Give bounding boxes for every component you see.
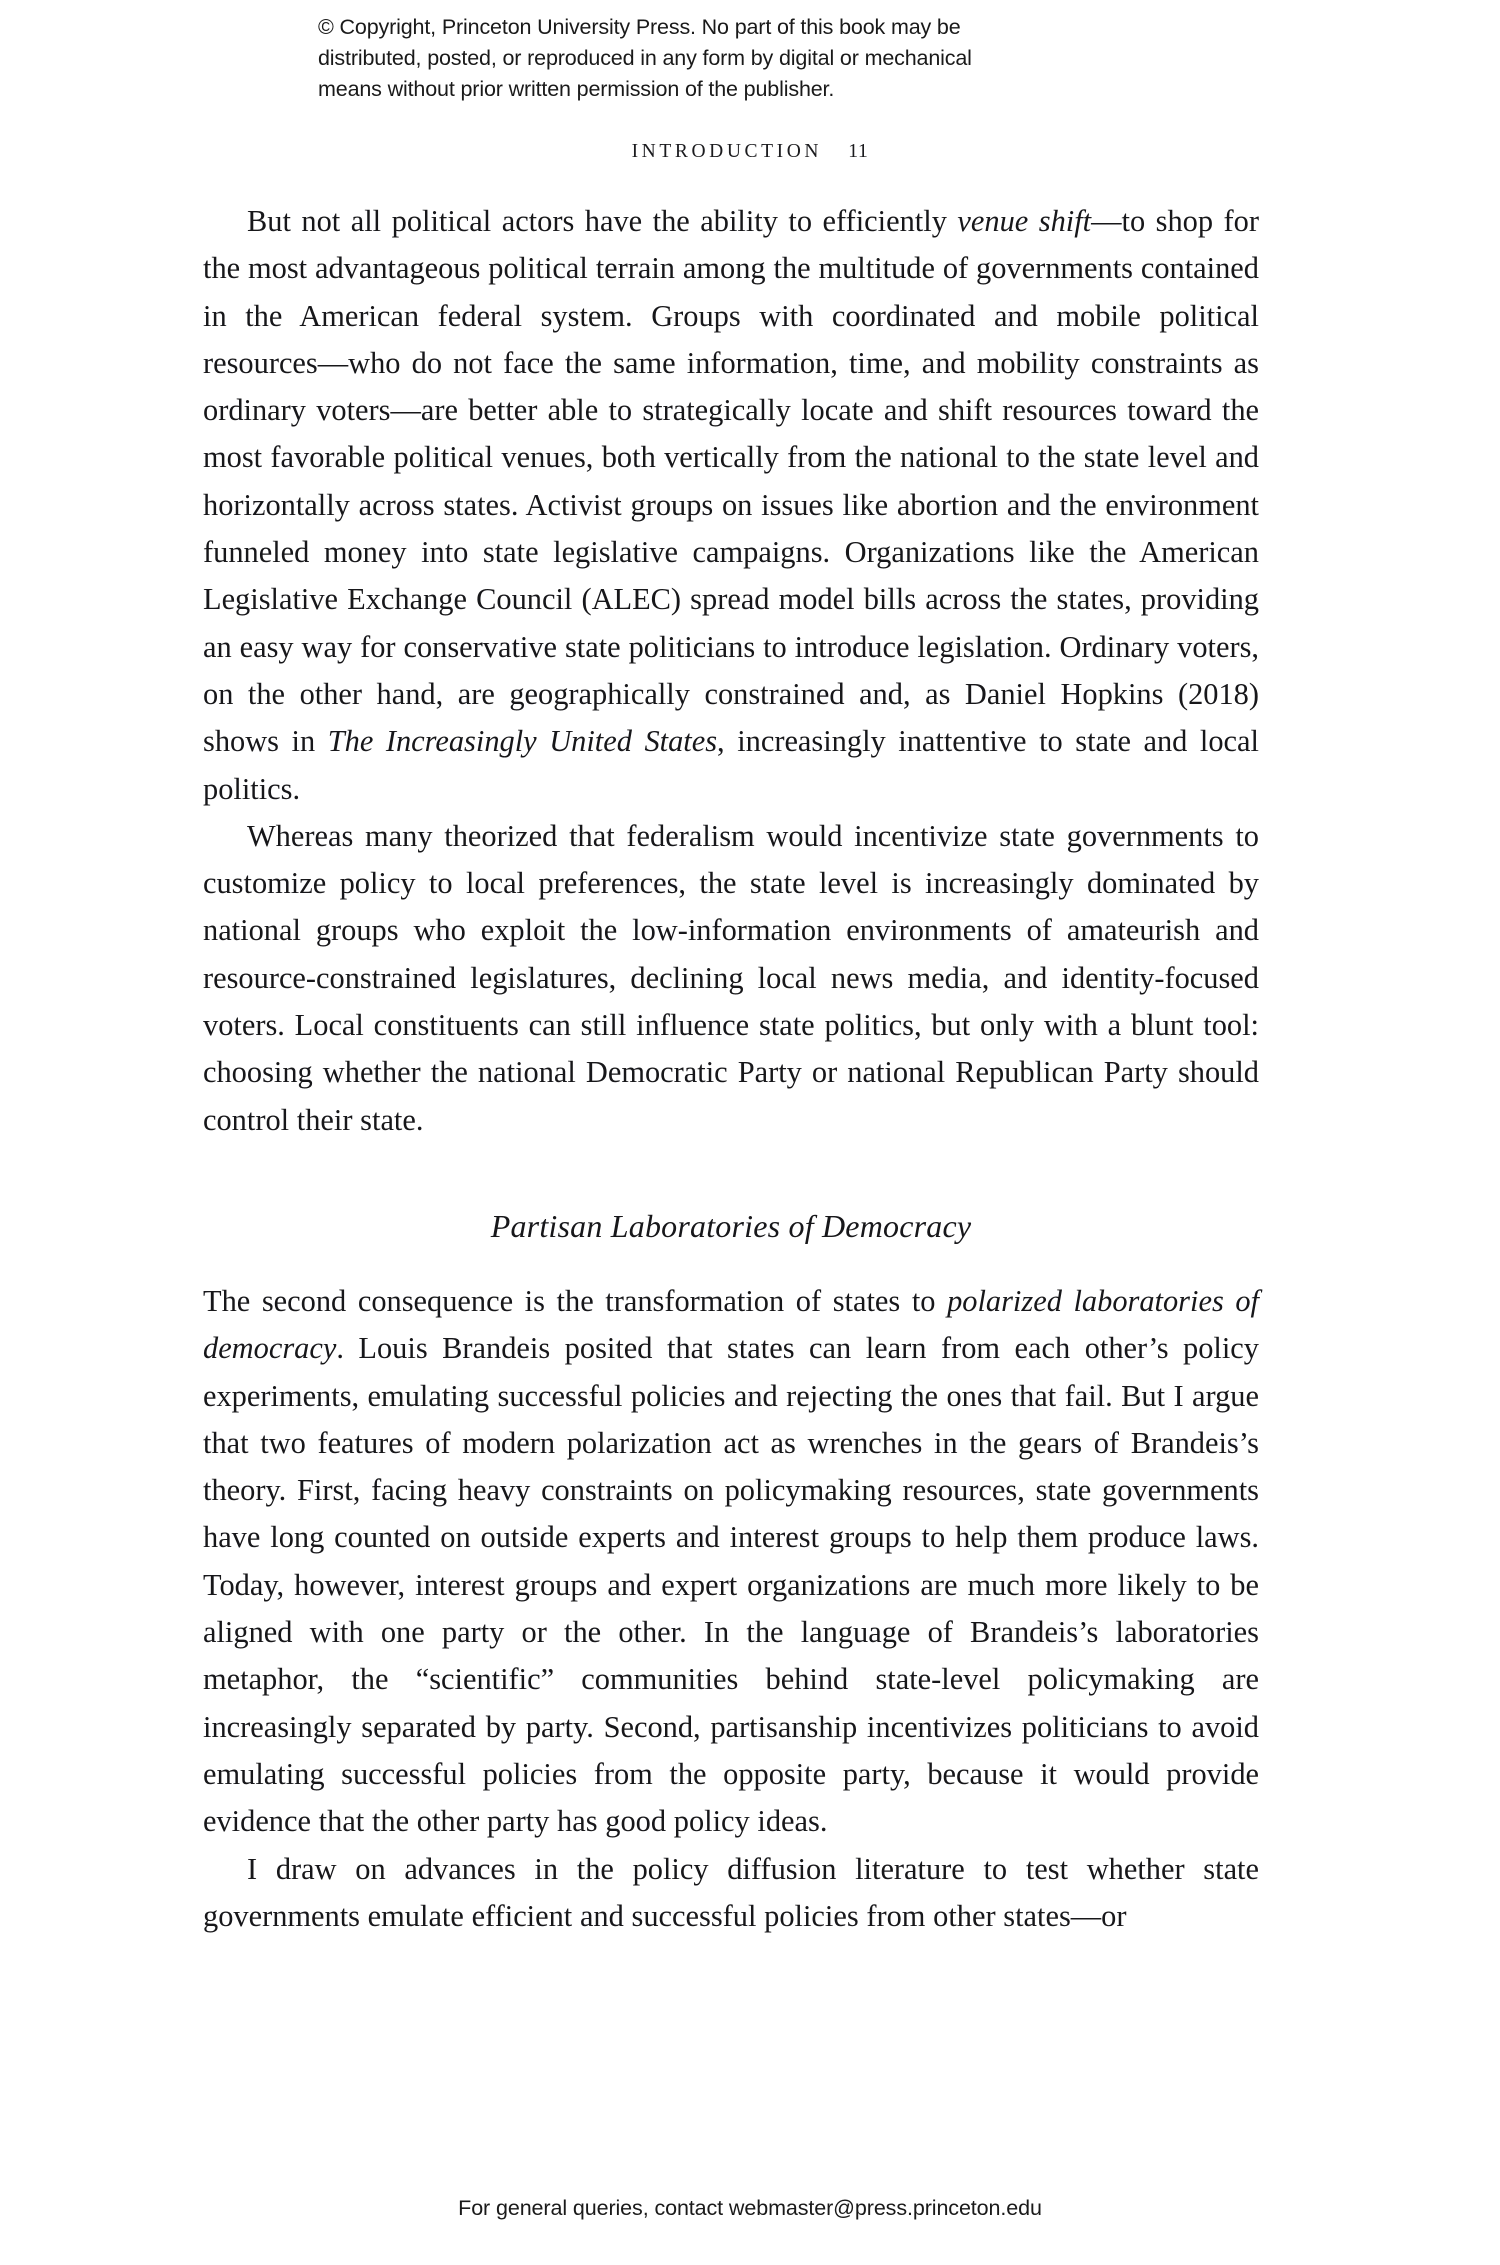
copyright-notice [318,12,1168,105]
body-text-block [203,198,1259,1940]
emphasis-venue-shift: venue shift [957,204,1092,238]
copyright-notice-line-1: © Copyright, Princeton University Press. No part of this book may be [318,15,961,39]
book-title-increasingly-united-states: The Increasingly United States [327,724,718,759]
paragraph-4: I draw on advances in the policy diffusion literature to test whether state governments emulate efficient and successful policies from other states—or [203,1851,1259,1933]
paragraph-3-part-a: The second consequence is the transformation of states to [203,1283,948,1318]
copyright-notice-line-2: distributed, posted, or reproduced in any form by digital or mechanical [318,46,972,70]
paragraph-1-part-b: —to shop for the most advantageous political terrain among the multitude of governments contained in the American federal system. Groups with coordinated and mobile political resources—who do not face the same information, time, and mobility constraints as ordinary voters—are better able to strategically locate and shift resources toward the most favorable political venues, both vertically from the national to the state level and horizontally across states. Activist groups on issues like abortion and the environment funneled money into state legislative campaigns. Organizations like the American Legislative Exchange Council (ALEC) spread model bills across the states, providing an easy way for conservative state politicians to introduce legislation. Ordinary voters, on the other hand, are geographically constrained and, as Daniel Hopkins (2018) shows in [203,204,1259,759]
running-head [0,140,1500,163]
page-number: 11 [848,140,869,162]
paragraph-3 [203,1278,1259,1846]
section-heading: Partisan Laboratories of Democracy [490,1207,972,1244]
paragraph-3-part-b: . Louis Brandeis posited that states can learn from each other’s policy experiments, emulating successful policies and rejecting the ones that fail. But I argue that two features of modern polarization act as wrenches in the gears of Brandeis’s theory. First, facing heavy constraints on policymaking resources, state governments have long counted on outside experts and interest groups to help them produce laws. Today, however, interest groups and expert organizations are much more likely to be aligned with one party or the other. In the language of Brandeis’s laboratories metaphor, the “scientific” communities behind state-level policymaking are increasingly separated by party. Second, partisanship incentivizes politicians to avoid emulating successful policies from the opposite party, because it would provide evidence that the other party has good policy ideas. [203,1331,1259,1839]
paragraph-1 [203,198,1259,813]
emphasis-polarized-laboratories: polarized laboratories of democracy [203,1283,1260,1366]
running-head-chapter-label: INTRODUCTION [631,141,823,162]
copyright-notice-line-3: means without prior written permission of the publisher. [318,77,835,101]
paragraph-1-part-c: , increasingly inattentive to state and local politics. [203,724,1259,806]
paragraph-1-part-a: But not all political actors have the ability to efficiently [247,204,958,238]
paragraph-2: Whereas many theorized that federalism would incentivize state governments to customize policy to local preferences, the state level is increasingly dominated by national groups who exploit the low-information environments of amateurish and resource-constrained legislatures, declining local news media, and identity-focused voters. Local constituents can still influence state politics, but only with a blunt tool: choosing whether the national Democratic Party or national Republican Party should control their state. [203,818,1259,1137]
footer-general-queries-notice: For general queries, contact webmaster@press.princeton.edu [458,2196,1042,2220]
